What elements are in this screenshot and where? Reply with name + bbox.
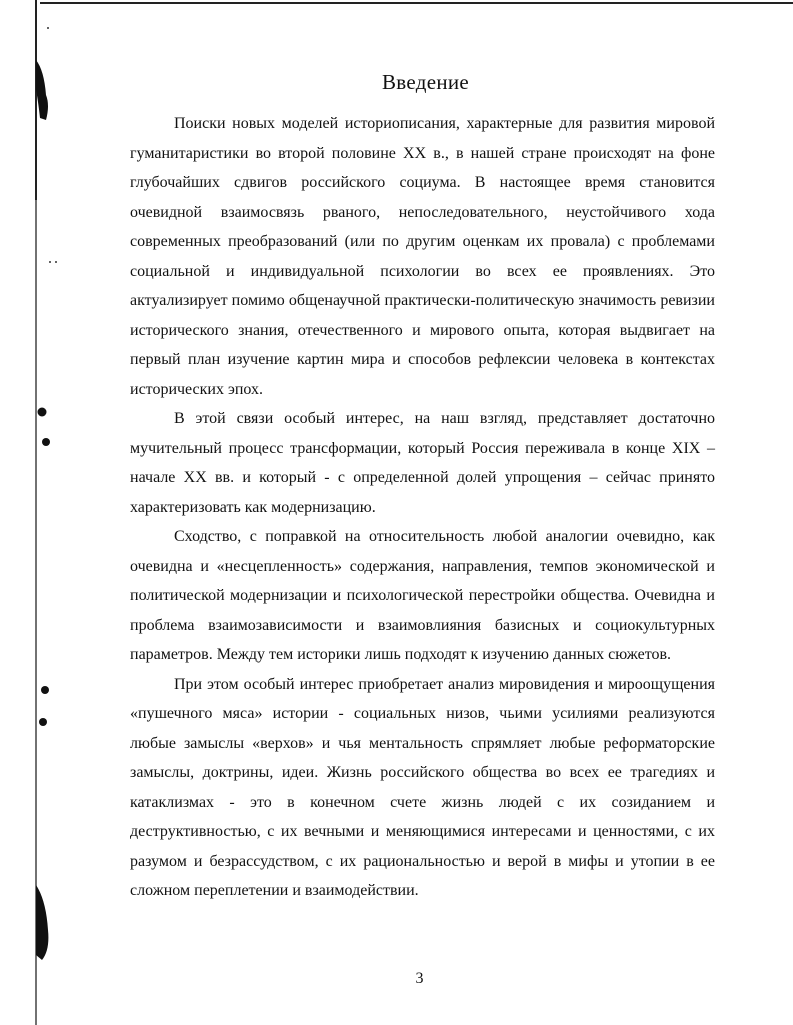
speck-2 (49, 261, 51, 263)
paragraph-2: В этой связи особый интерес, на наш взгляд, представляет достаточно мучительный процесс трансформации, который Россия переживала в конце XIX – начале XX вв. и который - с определенной долей упрощения – сейчас принято характеризовать как модернизацию. (130, 410, 715, 516)
binding-hole-3 (41, 686, 49, 694)
paragraph-1: Поиски новых моделей историописания, характерные для развития мировой гуманитаристики во второй половине XX в., в нашей стране происходят на фоне глубочайших сдвигов российского социума. В настоящее время становится очевидной взаимосвязь рваного, непоследовательного, неустойчивого хода современных преобразований (или по другим оценкам их провала) с проблемами социальной и индивидуальной психологии во всех ее проявлениях. Это актуализирует помимо общенаучной практически-политическую значимость ревизии исторического знания, отечественного и мирового опыта, которая выдвигает на первый план изучение картин мира и способов рефлексии человека в контекстах исторических эпох. (130, 115, 715, 398)
binding-hole-1 (38, 408, 47, 417)
binding-blot-top (36, 60, 48, 120)
binding-hole-2 (42, 438, 50, 446)
paragraph-3: Сходство, с поправкой на относительность любой аналогии очевидно, как очевидна и «несцепленность» содержания, направления, темпов экономической и политической модернизации и психологической перестройки общества. Очевидна и проблема взаимозависимости и взаимовлияния базисных и социокультурных параметров. Между тем историки лишь подходят к изучению данных сюжетов. (130, 528, 715, 663)
page-number: 3 (415, 970, 424, 987)
document-title: Введение (381, 70, 470, 94)
speck-3 (55, 261, 57, 263)
document-page (130, 70, 715, 906)
binding-hole-4 (39, 718, 47, 726)
binding-blot-bottom (36, 885, 48, 960)
speck-1 (47, 27, 49, 29)
paragraph-4: При этом особый интерес приобретает анализ мировидения и мироощущения «пушечного мяса» истории - социальных низов, чьими усилиями реализуются любые замыслы «верхов» и чья ментальность спрямляет любые реформаторские замыслы, доктрины, идеи. Жизнь российского общества во всех ее трагедиях и катаклизмах - это в конечном счете жизнь людей с их созиданием и деструктивностью, с их вечными и меняющимися интересами и ценностями, с их разумом и безрассудством, с их рациональностью и верой в мифы и утопии в ее сложном переплетении и взаимодействии. (130, 675, 715, 899)
